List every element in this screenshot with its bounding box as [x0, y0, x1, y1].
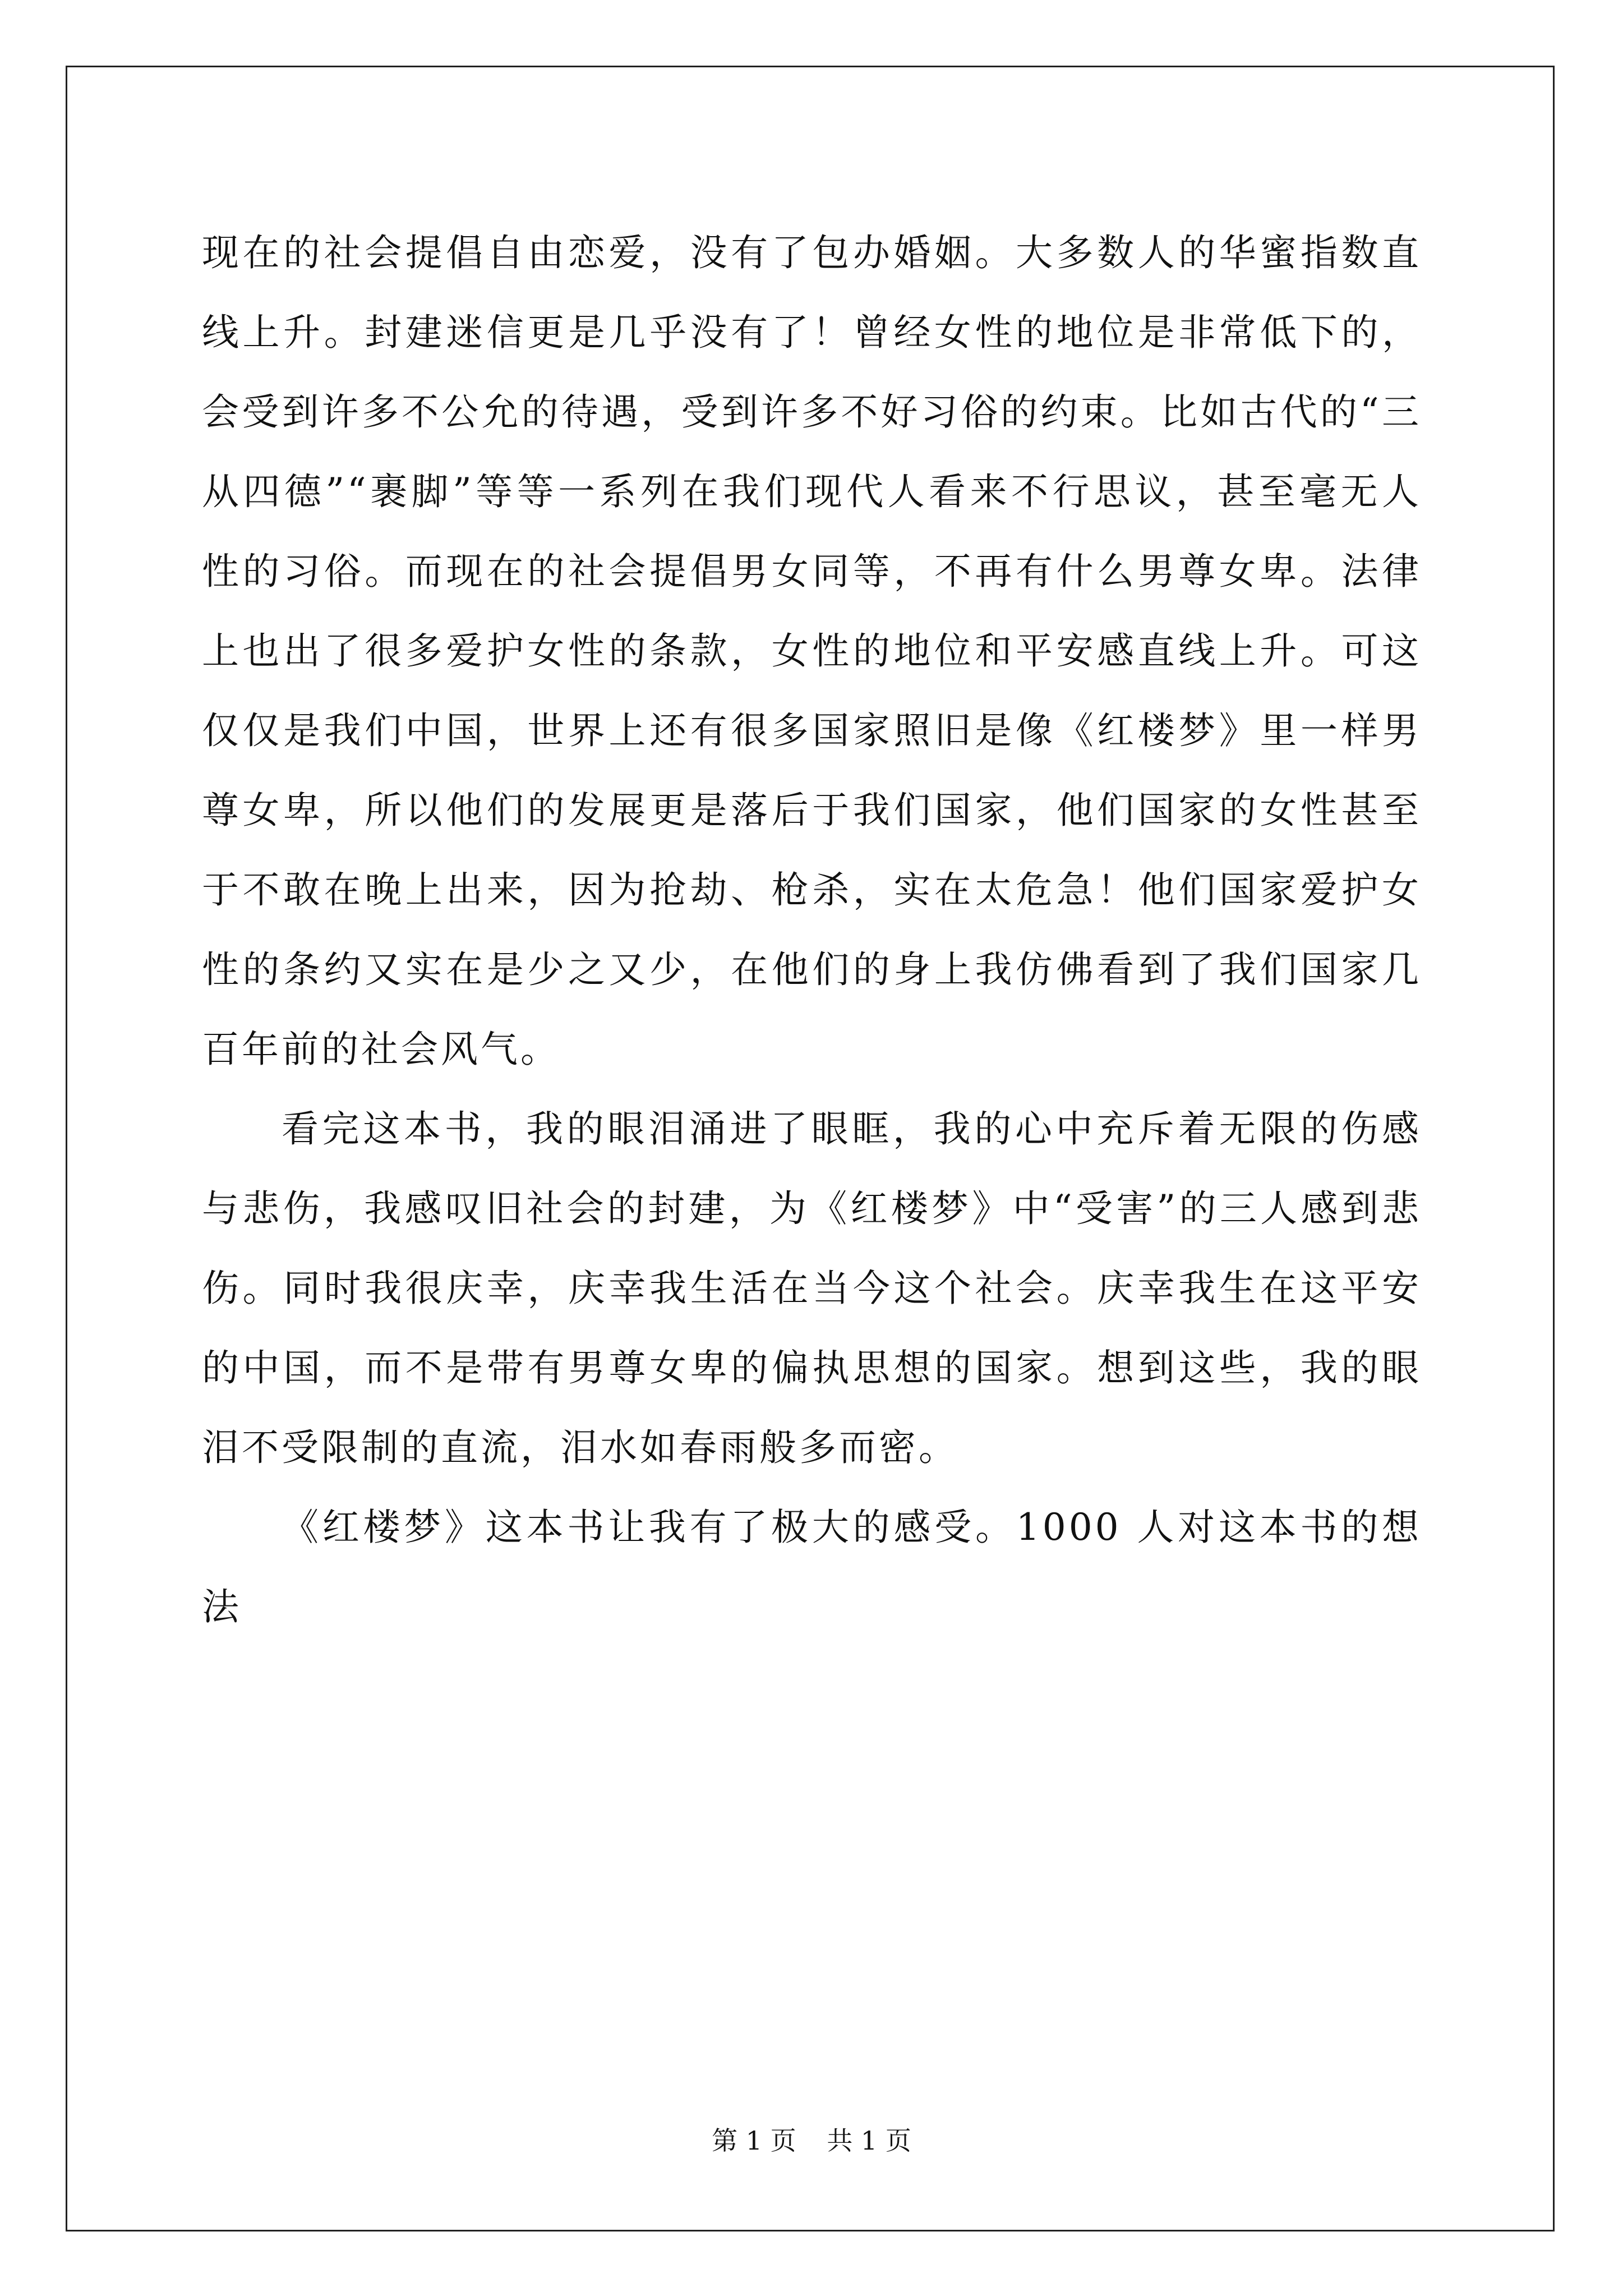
page-number-total: 共 1 页 — [827, 2125, 911, 2156]
document-body — [202, 213, 1422, 1647]
paragraph-1: 现在的社会提倡自由恋爱，没有了包办婚姻。大多数人的华蜜指数直线上升。封建迷信更是几乎没有了！曾经女性的地位是非常低下的，会受到许多不公允的待遇，受到许多不好习俗的约束。比如古代的“三从四德”“裹脚”等等一系列在我们现代人看来不行思议，甚至毫无人性的习俗。而现在的社会提倡男女同等，不再有什么男尊女卑。法律上也出了很多爱护女性的条款，女性的地位和平安感直线上升。可这仅仅是我们中国，世界上还有很多国家照旧是像《红楼梦》里一样男尊女卑，所以他们的发展更是落后于我们国家，他们国家的女性甚至于不敢在晚上出来，因为抢劫、枪杀，实在太危急！他们国家爱护女性的条约又实在是少之又少，在他们的身上我仿佛看到了我们国家几百年前的社会风气。 — [202, 231, 1422, 1071]
page-footer — [0, 2120, 1623, 2157]
page-number-current: 第 1 页 — [712, 2125, 796, 2156]
paragraph-2: 看完这本书，我的眼泪涌进了眼眶，我的心中充斥着无限的伤感与悲伤，我感叹旧社会的封建，为《红楼梦》中“受害”的三人感到悲伤。同时我很庆幸，庆幸我生活在当今这个社会。庆幸我生在这平安的中国，而不是带有男尊女卑的偏执思想的国家。想到这些，我的眼泪不受限制的直流，泪水如春雨般多而密。 — [202, 1107, 1422, 1469]
paragraph-3: 《红楼梦》这本书让我有了极大的感受。1000 人对这本书的想法 — [202, 1506, 1422, 1628]
